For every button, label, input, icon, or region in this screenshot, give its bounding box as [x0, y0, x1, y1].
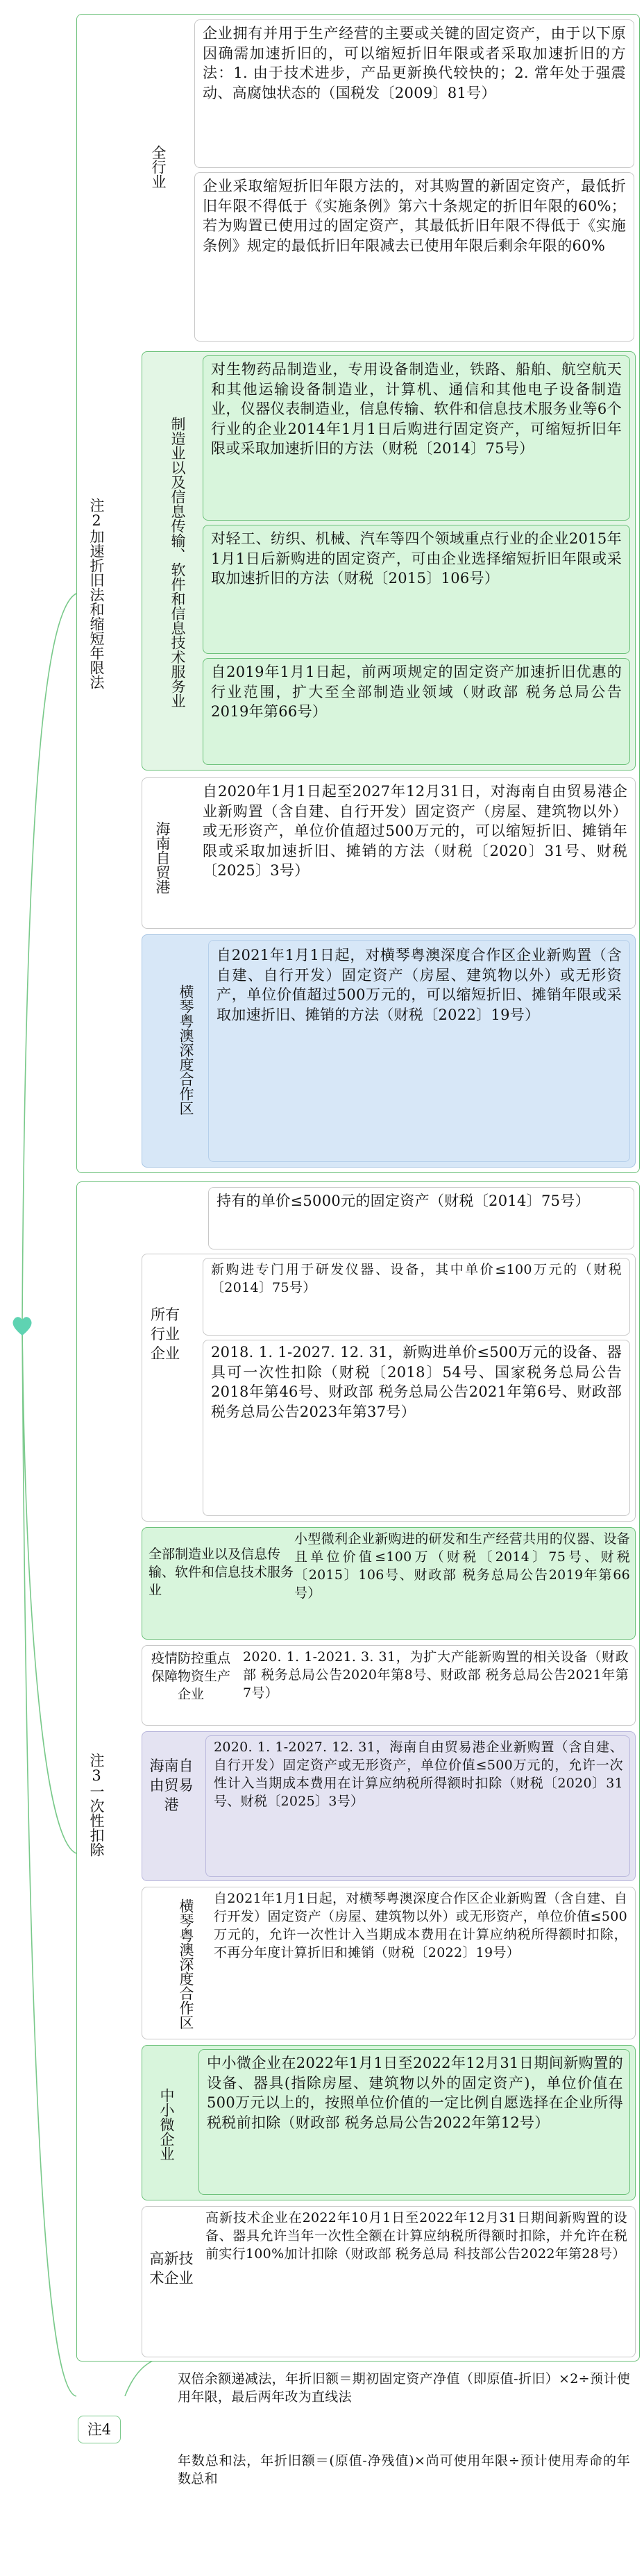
note3-epidemic-label[interactable]: 疫情防控重点保障物资生产企业 — [151, 1651, 230, 1702]
note2-label[interactable]: 注2加速折旧法和缩短年限法 — [88, 498, 105, 689]
note2-hainan-text: 自2020年1月1日起至2027年12月31日，对海南自由贸易港企业新购置（含自建、自行开发）固定资产（房屋、建筑物以外）或无形资产，单位价值超过500万元的，可以缩短折旧、摊销年限或采取加速折旧、摊销的方法（财税〔2020〕31号、财税〔2025〕3号） — [203, 783, 627, 879]
note4-text-1: 双倍余额递减法，年折旧额＝期初固定资产净值（即原值-折旧）×2÷预计使用年限，最后两年改为直线法 — [178, 2371, 630, 2405]
note3-all-industries-text-2: 2018. 1. 1-2027. 12. 31，新购进单价≤500万元的设备、器具可一次性扣除（财税〔2018〕54号、国家税务总局公告2018年第46号、财政部 税务总局公告2021年第6号、财政部 税务总局公告2023年第37号） — [211, 1344, 622, 1420]
note2-manufacturing-text-3: 自2019年1月1日起，前两项规定的固定资产加速折旧优惠的行业范围，扩大至全部制造业领域（财政部 税务总局公告2019年第66号） — [211, 664, 622, 721]
note3-hengqin-label[interactable]: 横琴粤澳深度合作区 — [178, 1898, 194, 2030]
note3-sme-label[interactable]: 中小微企业 — [158, 2087, 175, 2161]
note2-manufacturing-text-1: 对生物药品制造业，专用设备制造业，铁路、船舶、航空航天和其他运输设备制造业，计算机、通信和其他电子设备制造业，仪器仪表制造业，信息传输、软件和信息技术服务业等6个行业的企业2014年1月1日后购进行固定资产，可缩短折旧年限或采取加速折旧的方法（财税〔2014〕75号） — [211, 361, 622, 457]
note2-manufacturing-label[interactable]: 制造业以及信息传输、软件和信息技术服务业 — [169, 416, 186, 708]
note3-all-industries-label[interactable]: 所有行业企业 — [151, 1306, 180, 1362]
note2-all-industries-label[interactable]: 全行业 — [150, 144, 167, 189]
note3-hainan-text: 2020. 1. 1-2027. 12. 31，海南自由贸易港企业新购置（含自建、自行开发）固定资产或无形资产，单位价值≤500万元的，允许一次性计入当期成本费用在计算应纳税所得额时扣除（财税〔2020〕31号、财税〔2025〕3号） — [214, 1740, 623, 1809]
note3-manufacturing-label[interactable]: 全部制造业以及信息传输、软件和信息技术服务业 — [149, 1547, 294, 1598]
heart-icon — [10, 1313, 35, 1338]
note3-label[interactable]: 注3一次性扣除 — [88, 1753, 105, 1857]
note2-hainan-label[interactable]: 海南自贸港 — [154, 820, 171, 894]
note3-top-text: 持有的单价≤5000元的固定资产（财税〔2014〕75号） — [217, 1193, 590, 1209]
note3-manufacturing-text: 小型微利企业新购进的研发和生产经营共用的仪器、设备且单位价值≤100万（财税〔2014〕75号、财税〔2015〕106号、财政部 税务总局公告2019年第66号） — [294, 1531, 630, 1601]
note3-sme-text: 中小微企业在2022年1月1日至2022年12月31日期间新购置的设备、器具(指除房屋、建筑物以外的固定资产)，单位价值在500万元以上的，按照单位价值的一定比例自愿选择在企业所得税税前扣除（财政部 税务总局公告2022年第12号） — [207, 2055, 623, 2131]
note4-label[interactable]: 注4 — [87, 2421, 112, 2438]
note3-hengqin-text: 自2021年1月1日起，对横琴粤澳深度合作区企业新购置（含自建、自行开发）固定资产（房屋、建筑物以外）或无形资产，单位价值≤500万元的，允许一次性计入当期成本费用在计算应纳税所得额时扣除，不再分年度计算折旧和摊销（财税〔2022〕19号） — [214, 1891, 627, 1960]
note2-hengqin-label[interactable]: 横琴粤澳深度合作区 — [178, 984, 194, 1116]
note3-hightech-text: 高新技术企业在2022年10月1日至2022年12月31日期间新购置的设备、器具允许当年一次性全额在计算应纳税所得额时扣除，并允许在税前实行100%加计扣除（财政部 税务总局 科技部公告2022年第28号） — [205, 2210, 627, 2262]
note2-hengqin-text: 自2021年1月1日起，对横琴粤澳深度合作区企业新购置（含自建、自行开发）固定资产（房屋、建筑物以外）或无形资产，单位价值超过500万元的，可以缩短折旧、摊销年限或采取加速折旧、摊销的方法（财税〔2022〕19号） — [217, 947, 622, 1023]
note3-epidemic-text: 2020. 1. 1-2021. 3. 31，为扩大产能新购置的相关设备（财政部 税务总局公告2020年第8号、财政部 税务总局公告2021年第7号） — [243, 1649, 629, 1701]
note3-hightech-label[interactable]: 高新技术企业 — [149, 2250, 194, 2287]
note2-all-industries-text-2: 企业采取缩短折旧年限方法的，对其购置的新固定资产，最低折旧年限不得低于《实施条例》第六十条规定的折旧年限的60%；若为购置已使用过的固定资产，其最低折旧年限不得低于《实施条例》规定的最低折旧年限减去已使用年限后剩余年限的60% — [203, 178, 626, 254]
note3-hainan-label[interactable]: 海南自由贸易港 — [149, 1758, 194, 1813]
note2-all-industries-text-1: 企业拥有并用于生产经营的主要或关键的固定资产，由于以下原因确需加速折旧的，可以缩短折旧年限或者采取加速折旧的方法：1. 由于技术进步，产品更新换代较快的；2. 常年处于强震动、高腐蚀状态的（国税发〔2009〕81号） — [203, 25, 626, 101]
note2-manufacturing-text-2: 对轻工、纺织、机械、汽车等四个领域重点行业的企业2015年1月1日后新购进的固定资产，可由企业选择缩短折旧年限或采取加速折旧的方法（财税〔2015〕106号） — [211, 530, 622, 587]
note4-text-2: 年数总和法，年折旧额＝(原值-净残值)×尚可使用年限÷预计使用寿命的年数总和 — [178, 2453, 630, 2486]
note3-all-industries-text-1: 新购进专门用于研发仪器、设备，其中单价≤100万元的（财税〔2014〕75号） — [211, 1262, 622, 1295]
root-node[interactable] — [10, 1313, 35, 1338]
